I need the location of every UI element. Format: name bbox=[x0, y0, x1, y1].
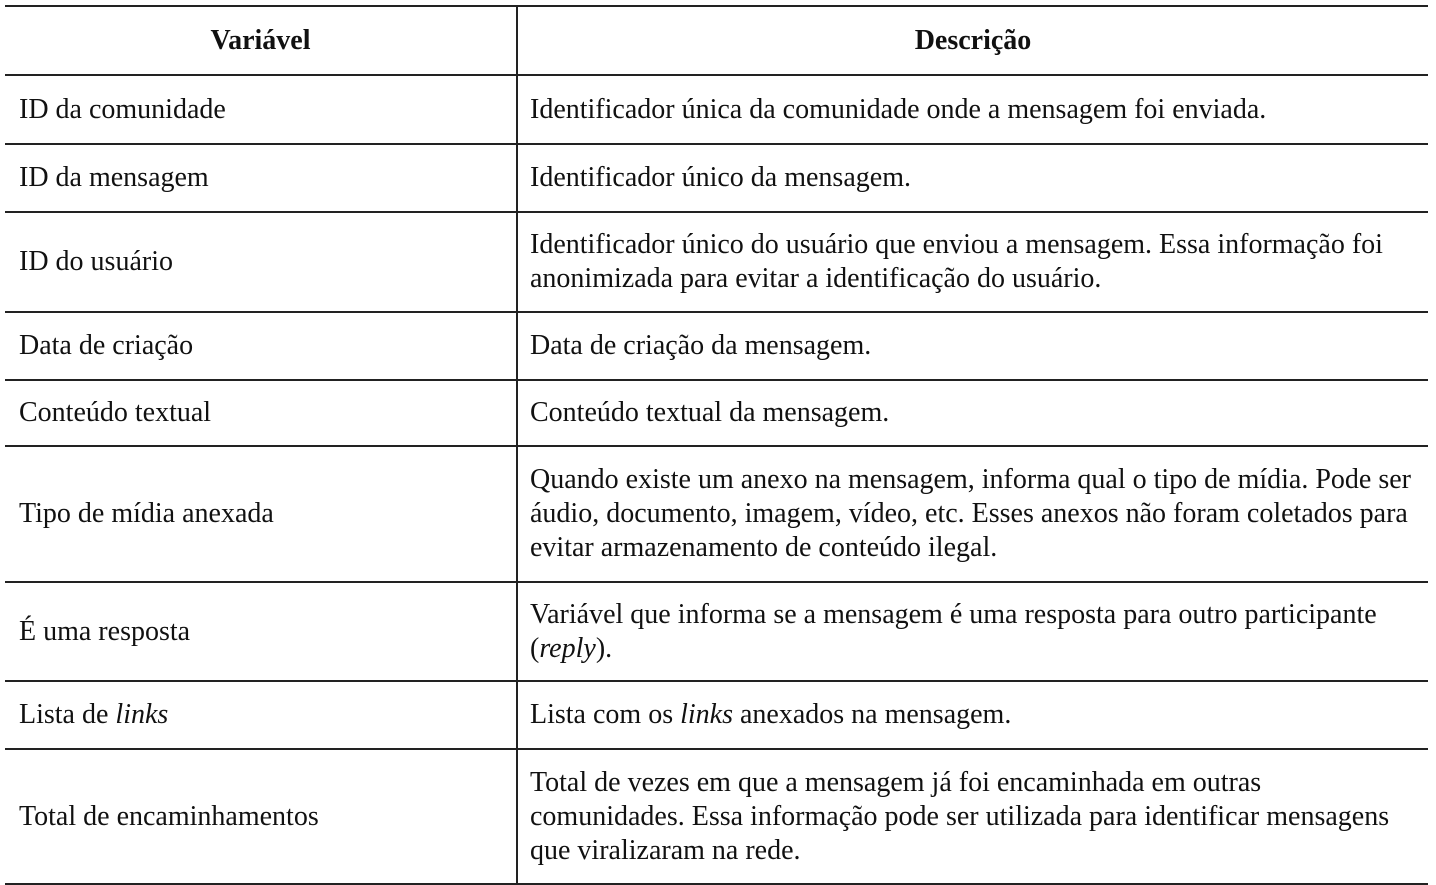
variable-italic-term: links bbox=[115, 699, 169, 730]
header-variable: Variável bbox=[5, 6, 517, 75]
header-description: Descrição bbox=[914, 24, 1032, 56]
description-cell: Identificador único do usuário que enviou a mensagem. Essa informação foi anonimizada para evitar a identificação do usuário. bbox=[530, 229, 1383, 294]
description-cell bbox=[517, 582, 1428, 681]
table-row bbox=[5, 380, 1428, 446]
description-cell: Quando existe um anexo na mensagem, informa qual o tipo de mídia. Pode ser áudio, documento, imagem, vídeo, etc. Esses anexos não foram coletados para evitar armazenamento de conteúdo ilegal. bbox=[530, 464, 1412, 563]
description-text: ). bbox=[595, 632, 613, 664]
description-text: anexados na mensagem. bbox=[732, 699, 1012, 730]
variables-table bbox=[5, 5, 1428, 885]
table-row bbox=[5, 681, 1428, 749]
description-cell: Data de criação da mensagem. bbox=[530, 330, 872, 361]
variable-cell: Total de encaminhamentos bbox=[5, 749, 517, 884]
variable-cell bbox=[5, 681, 517, 749]
description-text: Lista com os bbox=[530, 699, 681, 730]
table-row bbox=[5, 749, 1428, 884]
variable-cell: ID da mensagem bbox=[5, 144, 517, 212]
variable-cell: Tipo de mídia anexada bbox=[5, 446, 517, 582]
table-row bbox=[5, 312, 1428, 380]
description-cell: Total de vezes em que a mensagem já foi encaminhada em outras comunidades. Essa informação pode ser utilizada para identificar mensagens que viralizaram na rede. bbox=[530, 766, 1390, 866]
table-row bbox=[5, 582, 1428, 681]
description-cell: Identificador única da comunidade onde a mensagem foi enviada. bbox=[530, 93, 1267, 125]
table-row bbox=[5, 212, 1428, 312]
table-row bbox=[5, 446, 1428, 582]
description-cell bbox=[517, 681, 1428, 749]
table-row bbox=[5, 75, 1428, 144]
variable-cell: É uma resposta bbox=[5, 582, 517, 681]
description-text: Variável que informa se a mensagem é uma resposta para outro participante ( bbox=[530, 598, 1377, 664]
variable-cell: ID da comunidade bbox=[5, 75, 517, 144]
variable-cell: Data de criação bbox=[5, 312, 517, 380]
description-italic-term: reply bbox=[539, 632, 596, 664]
description-cell: Conteúdo textual da mensagem. bbox=[530, 397, 890, 428]
table-row bbox=[5, 144, 1428, 212]
table-header-row bbox=[5, 6, 1428, 75]
variable-cell: Conteúdo textual bbox=[5, 380, 517, 446]
description-italic-term: links bbox=[680, 699, 733, 730]
variable-cell: ID do usuário bbox=[5, 212, 517, 312]
description-cell: Identificador único da mensagem. bbox=[530, 162, 911, 193]
variable-text: Lista de bbox=[19, 699, 116, 730]
